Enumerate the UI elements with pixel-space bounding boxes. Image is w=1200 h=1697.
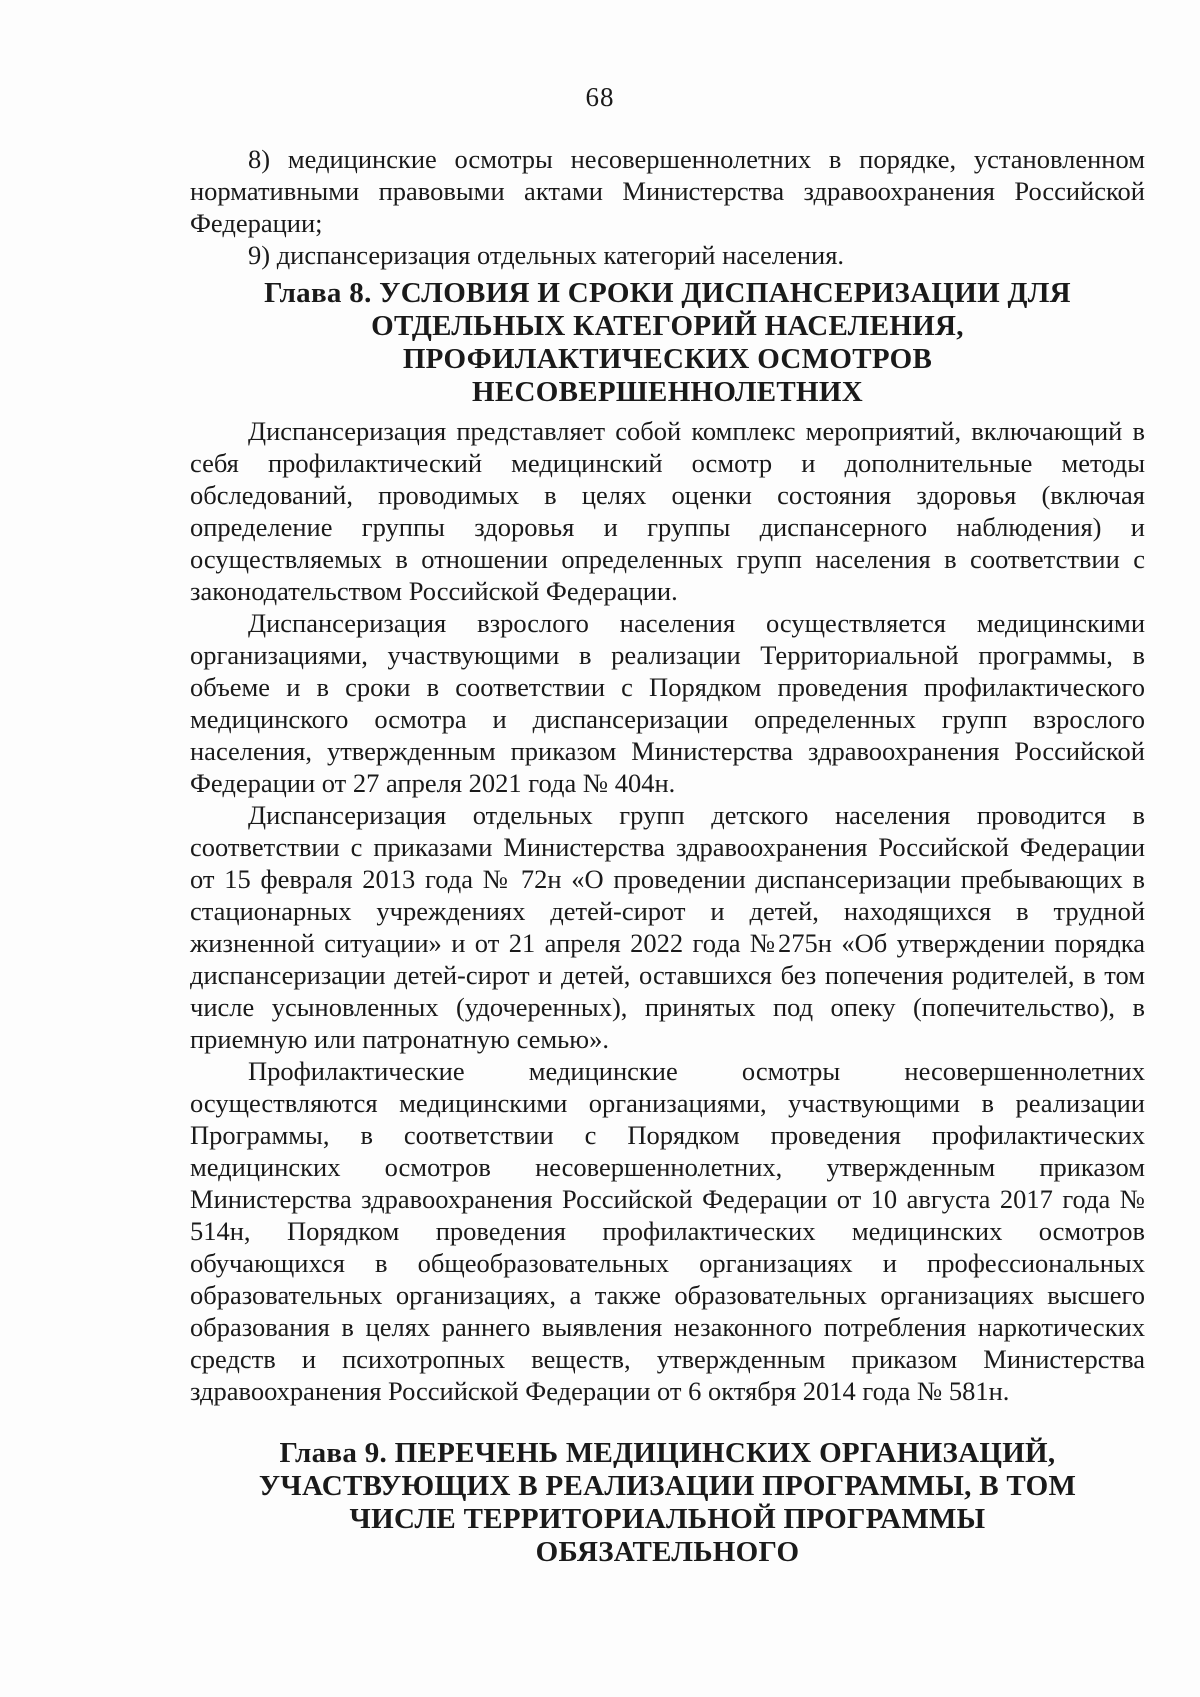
page-number: 68	[585, 82, 615, 112]
chapter-8-paragraph: Диспансеризация взрослого населения осуществляется медицинскими организациями, участвующими в реализации Территориальной программы, в объеме и в сроки в соответствии с Порядком проведения профилактического медицинского осмотра и диспансеризации определенных групп взрослого населения, утвержденным приказом Министерства здравоохранения Российской Федерации от 27 апреля 2021 года № 404н.	[190, 608, 1145, 798]
page-content	[190, 143, 1145, 1569]
chapter-8-paragraph: Диспансеризация отдельных групп детского населения проводится в соответствии с приказами Министерства здравоохранения Российской Федерации от 15 февраля 2013 года № 72н «О проведении диспансеризации пребывающих в стационарных учреждениях детей-сирот и детей, находящихся в трудной жизненной ситуации» и от 21 апреля 2022 года №275н «Об утверждении порядка диспансеризации детей-сирот и детей, оставшихся без попечения родителей, в том числе усыновленных (удочеренных), принятых под опеку (попечительство), в приемную или патронатную семью».	[190, 800, 1145, 1054]
chapter-8-paragraph: Профилактические медицинские осмотры несовершеннолетних осуществляются медицинскими организациями, участвующими в реализации Программы, в соответствии с Порядком проведения профилактических медицинских осмотров несовершеннолетних, утвержденным приказом Министерства здравоохранения Российской Федерации от 10 августа 2017 года № 514н, Порядком проведения профилактических медицинских осмотров обучающихся в общеобразовательных организациях и профессиональных образовательных организациях, а также образовательных организациях высшего образования в целях раннего выявления незаконного потребления наркотических средств и психотропных веществ, утвержденным приказом Министерства здравоохранения Российской Федерации от 6 октября 2014 года № 581н.	[190, 1056, 1145, 1406]
chapter-8-heading: Глава 8. УСЛОВИЯ И СРОКИ ДИСПАНСЕРИЗАЦИИ ДЛЯ ОТДЕЛЬНЫХ КАТЕГОРИЙ НАСЕЛЕНИЯ, ПРОФИЛАКТИЧЕСКИХ ОСМОТРОВ НЕСОВЕРШЕННОЛЕТНИХ	[264, 277, 1071, 408]
list-item-8: 8) медицинские осмотры несовершеннолетних в порядке, установленном нормативными правовыми актами Министерства здравоохранения Российской Федерации;	[190, 144, 1145, 238]
list-item-9: 9) диспансеризация отдельных категорий населения.	[248, 240, 845, 270]
chapter-8-paragraph: Диспансеризация представляет собой комплекс мероприятий, включающий в себя профилактический медицинский осмотр и дополнительные методы обследований, проводимых в целях оценки состояния здоровья (включая определение группы здоровья и группы диспансерного наблюдения) и осуществляемых в отношении определенных групп населения в соответствии с законодательством Российской Федерации.	[190, 416, 1145, 606]
chapter-9-heading: Глава 9. ПЕРЕЧЕНЬ МЕДИЦИНСКИХ ОРГАНИЗАЦИЙ, УЧАСТВУЮЩИХ В РЕАЛИЗАЦИИ ПРОГРАММЫ, В ТОМ ЧИСЛЕ ТЕРРИТОРИАЛЬНОЙ ПРОГРАММЫ ОБЯЗАТЕЛЬНОГО	[258, 1437, 1077, 1568]
